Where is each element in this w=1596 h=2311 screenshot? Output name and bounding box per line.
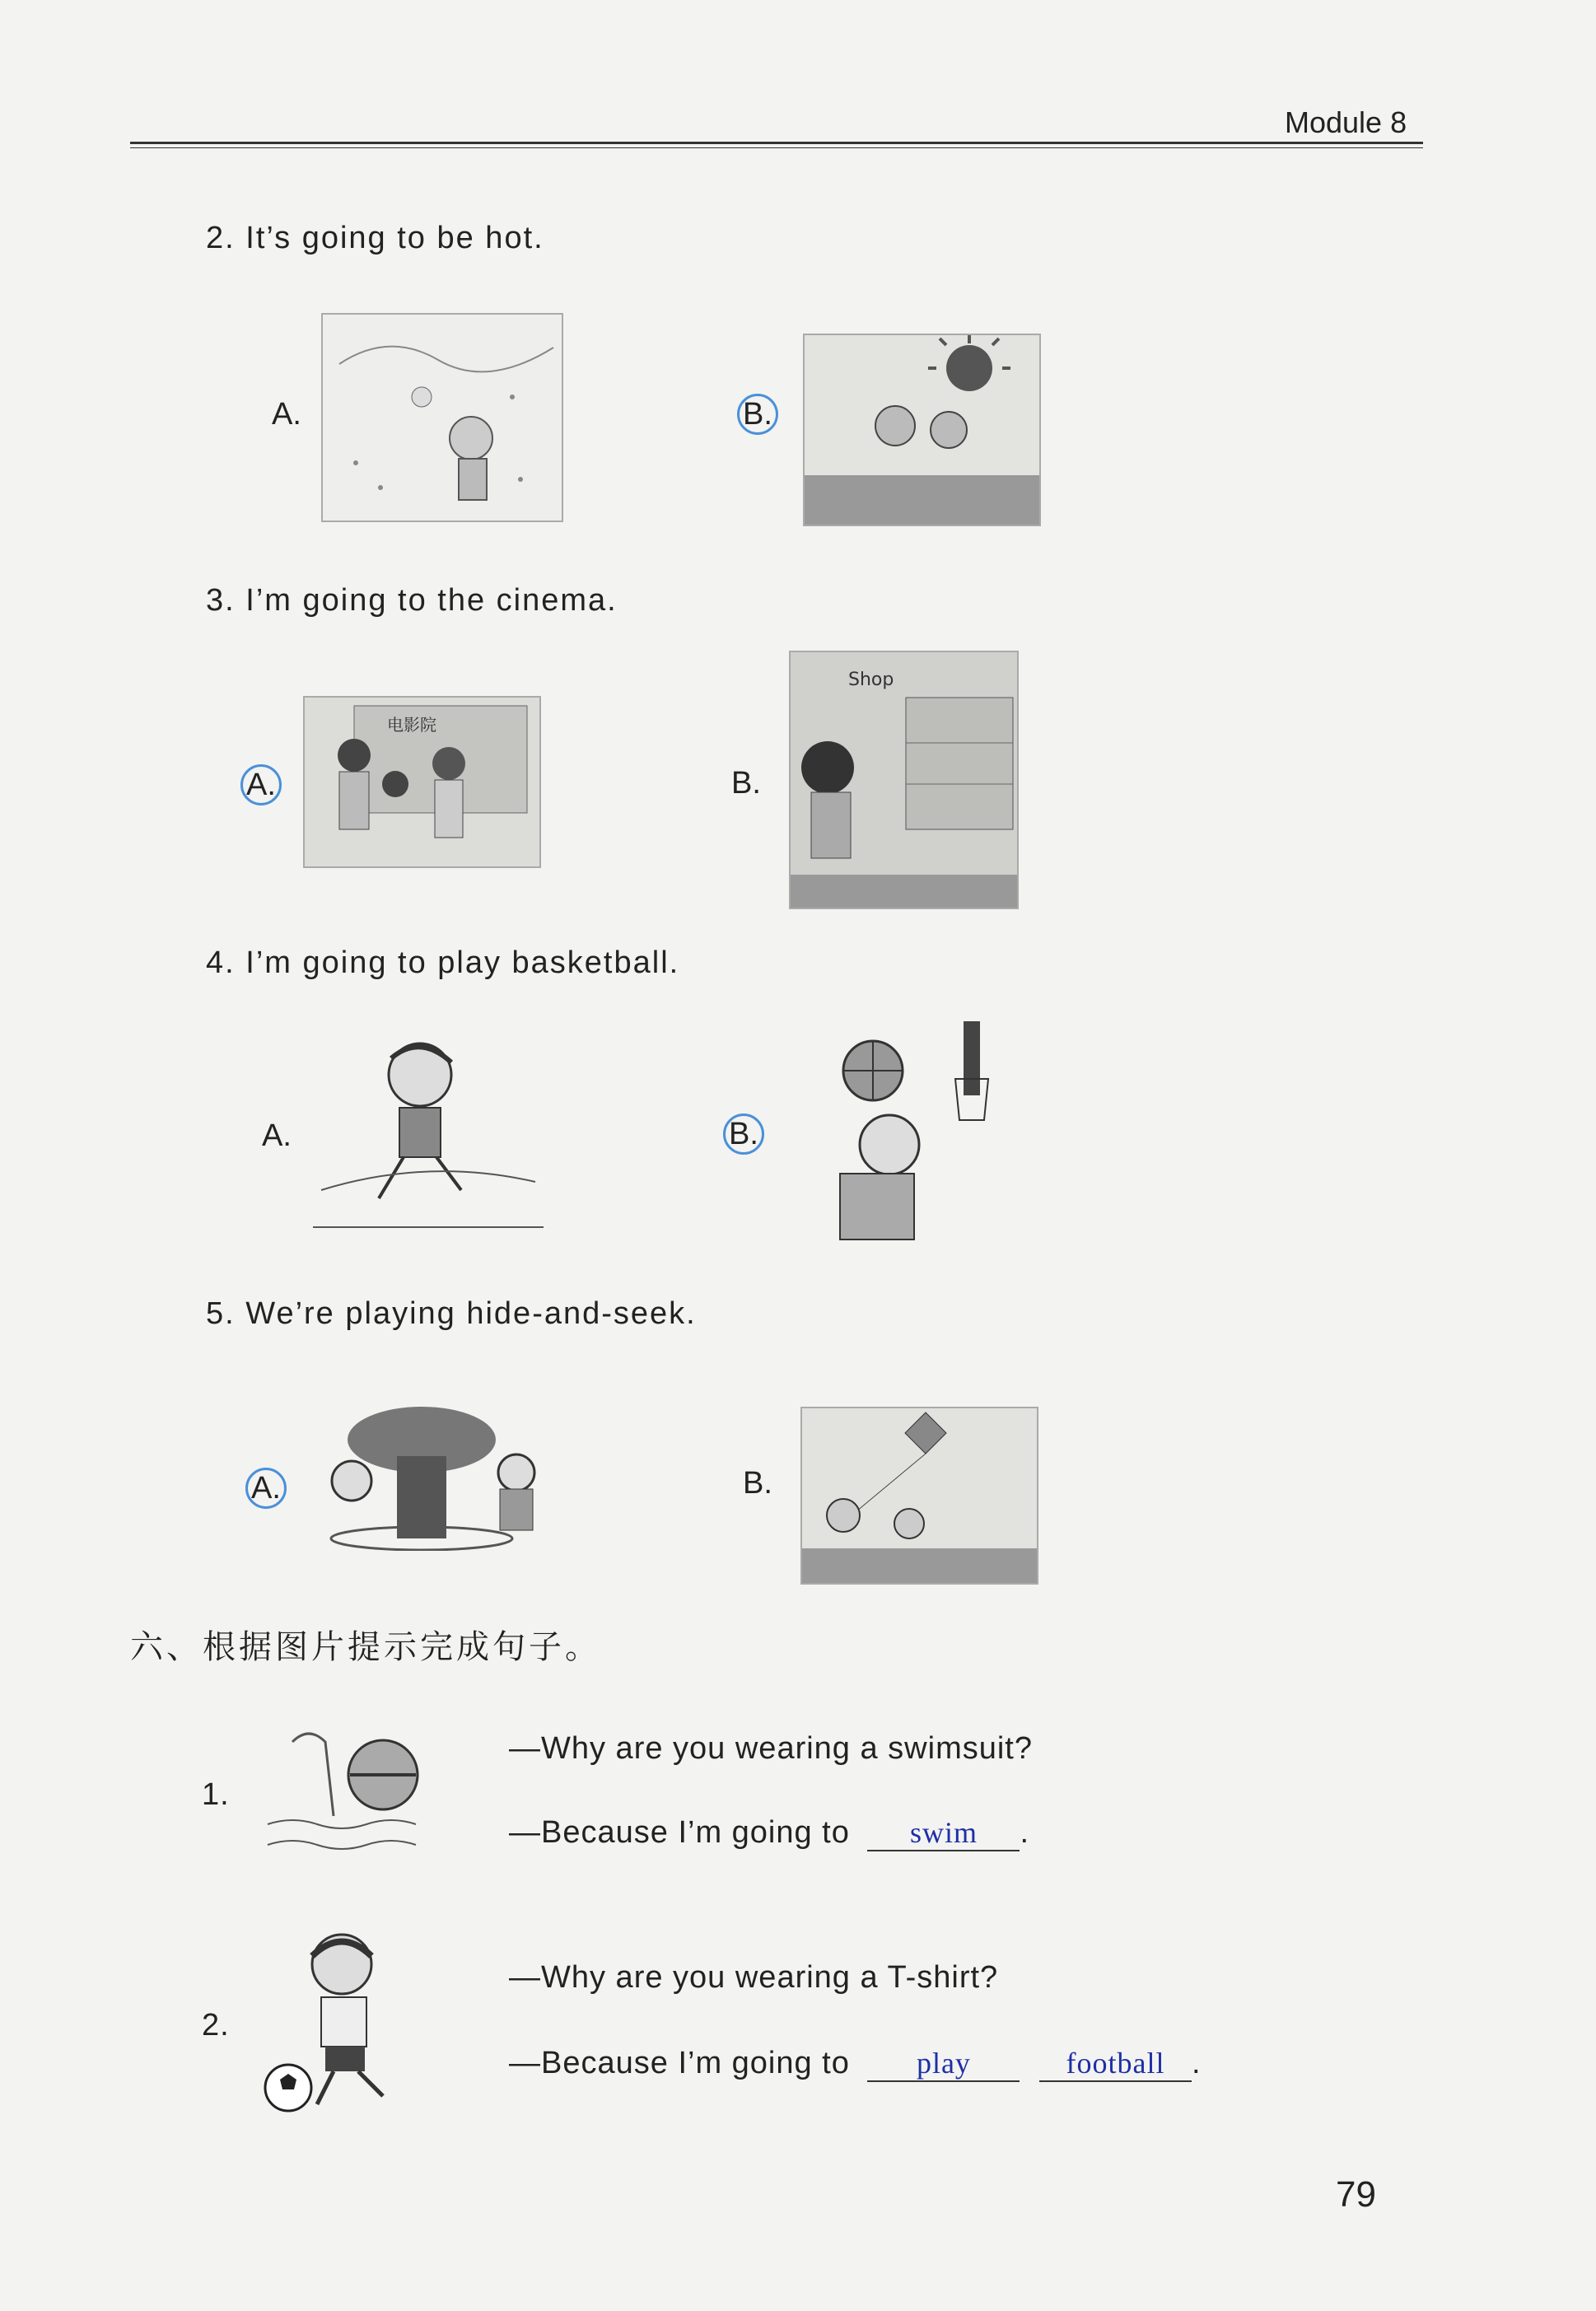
kite-flying-image[interactable] — [800, 1407, 1038, 1585]
s6-item1-question: —Why are you wearing a swimsuit? — [509, 1731, 1033, 1766]
question-4: 4. I’m going to play basketball. — [206, 945, 680, 980]
shop-boy-image[interactable] — [789, 651, 1019, 909]
page-number: 79 — [1336, 2174, 1376, 2215]
section-6-title: 六、根据图片提示完成句子。 — [130, 1628, 601, 1666]
hot-sun-image[interactable] — [803, 334, 1041, 526]
q3-option-b-label: B. — [731, 766, 761, 801]
svg-text:电影院: 电影院 — [387, 715, 436, 735]
question-2: 2. It’s going to be hot. — [206, 221, 544, 255]
q2-option-b-label: B. — [737, 394, 778, 435]
svg-text:Shop: Shop — [848, 670, 894, 690]
s6-item2-number: 2. — [202, 2008, 230, 2043]
s6-item1-blank-1[interactable]: swim — [867, 1815, 1020, 1851]
q4-option-b-label: B. — [723, 1113, 764, 1155]
s6-item2-question: —Why are you wearing a T-shirt? — [509, 1960, 999, 1995]
cinema-family-image[interactable] — [303, 696, 541, 868]
s6-item2-answer-line: —Because I’m going to play football . — [509, 2046, 1202, 2080]
q5-option-b-label: B. — [743, 1466, 772, 1501]
header-rule — [130, 142, 1423, 148]
s6-item2-blank-1[interactable]: play — [867, 2046, 1020, 2082]
s6-item2-blank-2[interactable]: football — [1039, 2046, 1192, 2082]
hide-and-seek-image[interactable] — [315, 1407, 549, 1551]
swimming-image[interactable] — [259, 1725, 441, 1865]
q3-option-a-label: A. — [240, 764, 282, 805]
s6-item1-number: 1. — [202, 1777, 230, 1812]
snow-scene-image[interactable] — [321, 313, 563, 522]
q4-option-a-label: A. — [262, 1118, 292, 1153]
s6-item1-answer-line: —Because I’m going to swim . — [509, 1815, 1030, 1850]
basketball-boy-image[interactable] — [824, 1021, 1005, 1244]
q2-option-a-label: A. — [272, 397, 301, 432]
question-3: 3. I’m going to the cinema. — [206, 583, 618, 618]
running-girl-image[interactable] — [313, 1025, 544, 1240]
question-5: 5. We’re playing hide-and-seek. — [206, 1296, 697, 1331]
module-label: Module 8 — [1285, 105, 1407, 139]
q5-option-a-label: A. — [245, 1468, 287, 1509]
football-boy-image[interactable] — [259, 1927, 432, 2117]
